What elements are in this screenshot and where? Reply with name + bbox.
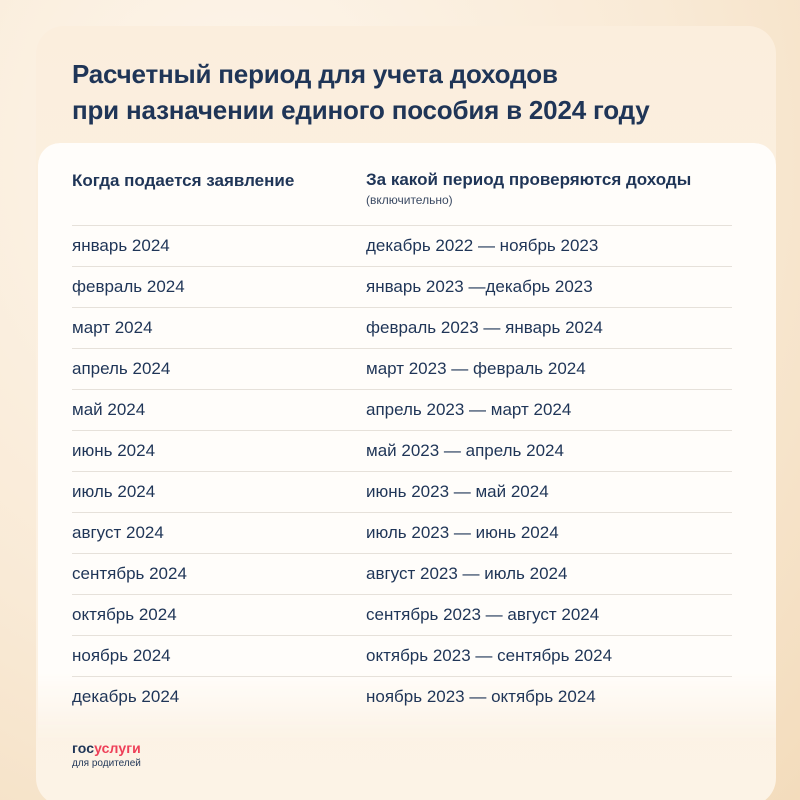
cell-income-period: сентябрь 2023 — август 2024 [366, 605, 600, 624]
income-period-table [72, 166, 732, 717]
title-line-1: Расчетный период для учета доходов [72, 59, 558, 89]
cell-application-month: сентябрь 2024 [72, 564, 187, 583]
cell-application-month: ноябрь 2024 [72, 646, 171, 665]
logo-wordmark [72, 740, 141, 756]
cell-application-month: июнь 2024 [72, 441, 156, 460]
logo-wordmark-gos: гос [72, 740, 95, 756]
cell-income-period: август 2023 — июль 2024 [366, 564, 568, 583]
cell-application-month: май 2024 [72, 400, 146, 419]
title-line-2: при назначении единого пособия в 2024 году [72, 95, 650, 125]
gosuslugi-logo [72, 740, 141, 770]
cell-application-month: январь 2024 [72, 236, 170, 255]
table-row [72, 472, 732, 513]
cell-income-period: октябрь 2023 — сентябрь 2024 [366, 646, 613, 665]
cell-application-month: июль 2024 [72, 482, 156, 501]
cell-income-period: декабрь 2022 — ноябрь 2023 [366, 236, 599, 255]
column-header-period [366, 166, 732, 225]
table-row [72, 308, 732, 349]
cell-application-month: октябрь 2024 [72, 605, 177, 624]
cell-income-period: февраль 2023 — январь 2024 [366, 318, 603, 337]
cell-income-period: март 2023 — февраль 2024 [366, 359, 586, 378]
column-header-period-label: За какой период проверяются доходы [366, 170, 692, 189]
table-row [72, 595, 732, 636]
table-body [72, 226, 732, 717]
table-row [72, 554, 732, 595]
table-row [72, 390, 732, 431]
cell-income-period: ноябрь 2023 — октябрь 2024 [366, 687, 596, 706]
cell-income-period: январь 2023 —декабрь 2023 [366, 277, 593, 296]
cell-application-month: апрель 2024 [72, 359, 171, 378]
cell-income-period: июль 2023 — июнь 2024 [366, 523, 559, 542]
table-row [72, 513, 732, 554]
table-row [72, 226, 732, 267]
table-row [72, 267, 732, 308]
cell-income-period: май 2023 — апрель 2024 [366, 441, 564, 460]
cell-application-month: февраль 2024 [72, 277, 185, 296]
table-row [72, 636, 732, 677]
column-header-when: Когда подается заявление [72, 171, 295, 190]
table-header [72, 166, 732, 226]
page-title [72, 56, 752, 128]
table-row [72, 431, 732, 472]
cell-income-period: апрель 2023 — март 2024 [366, 400, 572, 419]
logo-wordmark-uslugi: услуги [94, 740, 141, 756]
logo-subtitle: для родителей [72, 758, 141, 769]
table-row [72, 677, 732, 717]
cell-application-month: август 2024 [72, 523, 164, 542]
cell-application-month: март 2024 [72, 318, 153, 337]
table-row [72, 349, 732, 390]
cell-application-month: декабрь 2024 [72, 687, 180, 706]
cell-income-period: июнь 2023 — май 2024 [366, 482, 549, 501]
column-header-period-note: (включительно) [366, 193, 453, 207]
